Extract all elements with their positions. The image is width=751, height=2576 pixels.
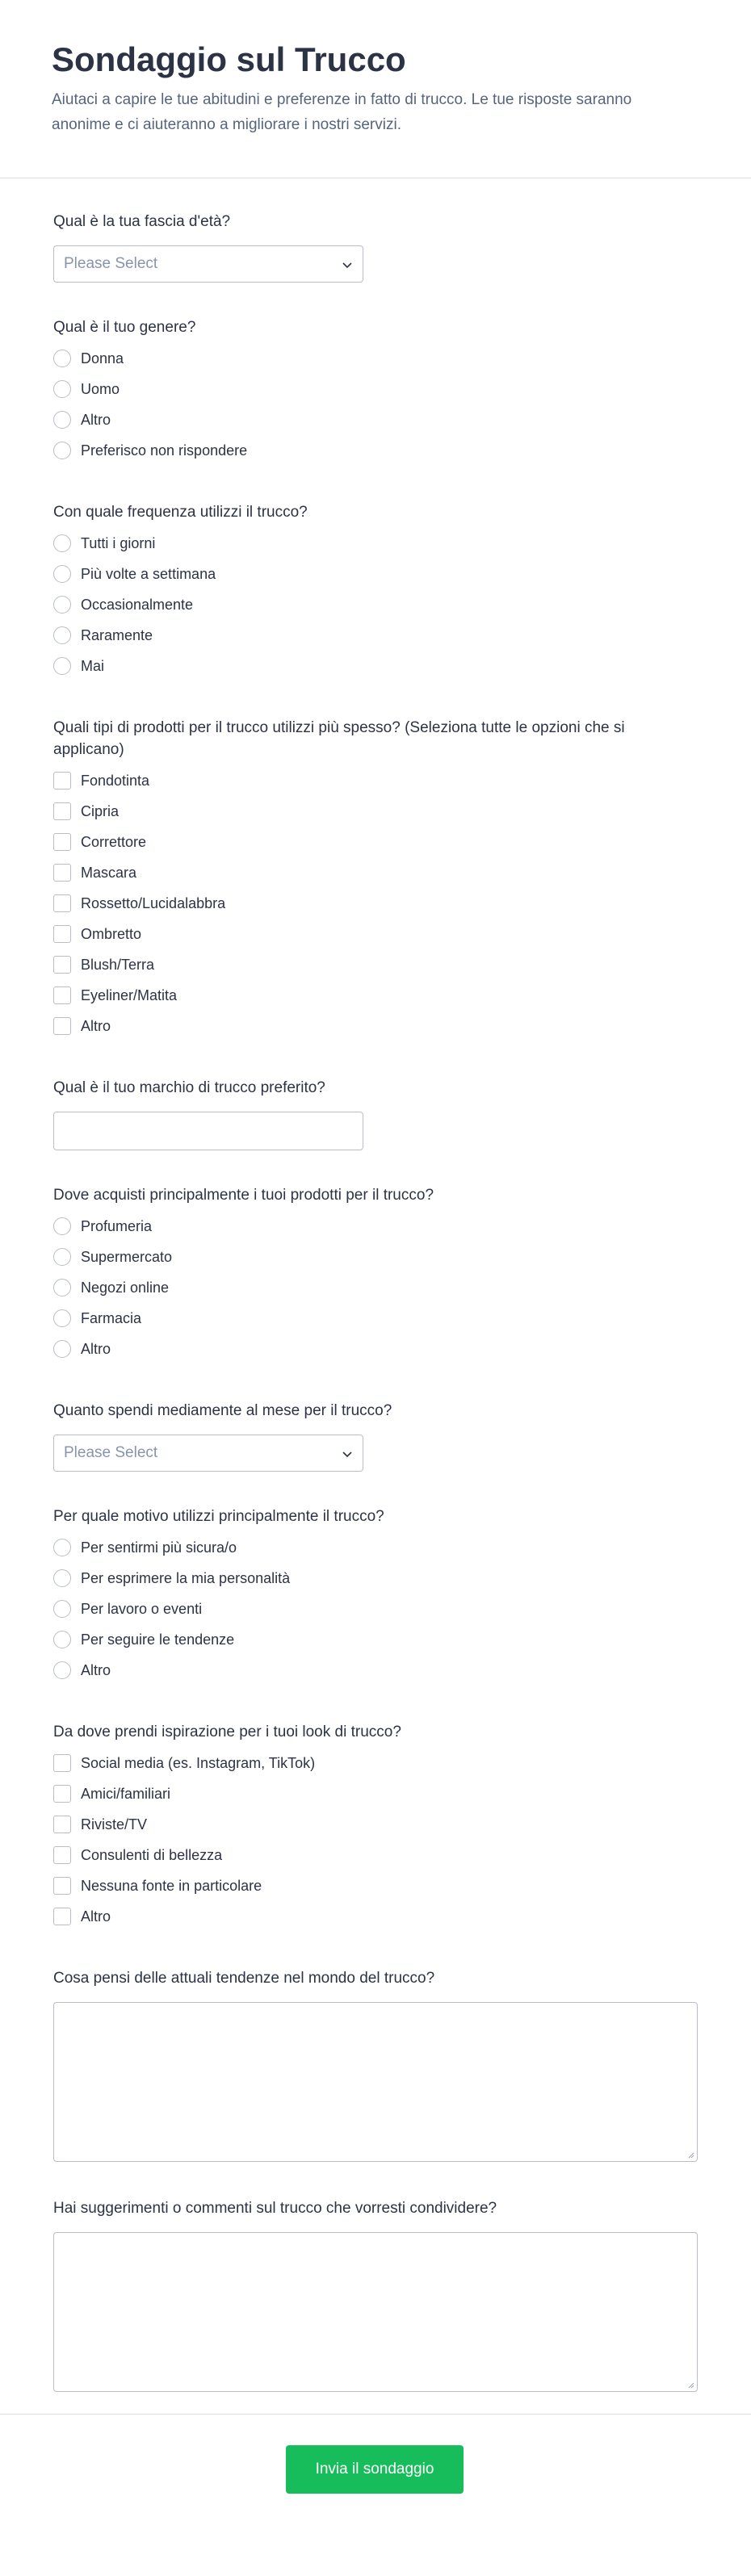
option-label: Supermercato (81, 1248, 173, 1265)
question-brand (53, 1077, 698, 1150)
question-suggestions-label: Hai suggerimenti o commenti sul trucco che vorresti condividere? (53, 2200, 497, 2217)
shop-option[interactable] (53, 1242, 698, 1272)
option-label: Tutti i giorni (81, 534, 156, 551)
form-header (0, 0, 751, 178)
option-label: Mai (81, 657, 105, 674)
radio-button[interactable] (53, 1600, 71, 1618)
checkbox[interactable] (53, 1877, 71, 1895)
radio-button[interactable] (53, 1661, 71, 1679)
question-frequency (53, 501, 698, 681)
option-label: Altro (81, 411, 111, 428)
radio-button[interactable] (53, 1309, 71, 1327)
products-option[interactable] (53, 827, 698, 857)
option-label: Raramente (81, 626, 153, 643)
products-option[interactable] (53, 919, 698, 949)
option-label: Blush/Terra (81, 956, 155, 973)
option-label: Rossetto/Lucidalabbra (81, 894, 226, 911)
option-label: Eyeliner/Matita (81, 986, 178, 1003)
option-label: Farmacia (81, 1309, 142, 1326)
products-option[interactable] (53, 765, 698, 796)
option-label: Uomo (81, 380, 120, 397)
brand-input[interactable] (53, 1112, 363, 1150)
checkbox[interactable] (53, 864, 71, 882)
products-option[interactable] (53, 949, 698, 980)
question-trends-label: Cosa pensi delle attuali tendenze nel mondo del trucco? (53, 1970, 435, 1987)
question-suggestions (53, 2197, 698, 2392)
reason-option[interactable] (53, 1624, 698, 1655)
products-option[interactable] (53, 980, 698, 1011)
option-label: Altro (81, 1661, 111, 1678)
option-label: Altro (81, 1017, 111, 1034)
inspiration-option[interactable] (53, 1748, 698, 1778)
inspiration-option[interactable] (53, 1778, 698, 1809)
option-label: Preferisco non rispondere (81, 442, 248, 459)
checkbox[interactable] (53, 1908, 71, 1925)
checkbox[interactable] (53, 833, 71, 851)
question-gender-label: Qual è il tuo genere? (53, 319, 196, 336)
frequency-option[interactable] (53, 651, 698, 681)
option-label: Fondotinta (81, 772, 150, 789)
question-reason (53, 1506, 698, 1686)
radio-button[interactable] (53, 411, 71, 429)
question-brand-label: Qual è il tuo marchio di trucco preferito? (53, 1079, 325, 1096)
option-label: Per sentirmi più sicura/o (81, 1539, 237, 1556)
trends-textarea[interactable] (53, 2002, 698, 2162)
option-label: Altro (81, 1908, 111, 1925)
option-label: Per lavoro o eventi (81, 1600, 203, 1617)
submit-button[interactable]: Invia il sondaggio (286, 2445, 464, 2494)
form-title: Sondaggio sul Trucco (52, 40, 406, 78)
frequency-option[interactable] (53, 620, 698, 651)
option-label: Social media (es. Instagram, TikTok) (81, 1754, 316, 1771)
frequency-option[interactable] (53, 559, 698, 589)
checkbox[interactable] (53, 1816, 71, 1833)
question-age-label: Qual è la tua fascia d'età? (53, 213, 231, 230)
radio-button[interactable] (53, 1279, 71, 1296)
radio-button[interactable] (53, 350, 71, 367)
option-label: Occasionalmente (81, 596, 194, 613)
question-inspiration (53, 1721, 698, 1932)
option-label: Per seguire le tendenze (81, 1631, 235, 1648)
option-label: Riviste/TV (81, 1816, 148, 1833)
option-label: Donna (81, 350, 124, 367)
checkbox[interactable] (53, 772, 71, 790)
radio-button[interactable] (53, 626, 71, 644)
radio-button[interactable] (53, 380, 71, 398)
resize-grip-icon[interactable] (686, 2151, 694, 2159)
question-inspiration-label: Da dove prendi ispirazione per i tuoi look di trucco? (53, 1724, 401, 1740)
age-select[interactable] (53, 245, 363, 283)
radio-button[interactable] (53, 1217, 71, 1235)
radio-button[interactable] (53, 1631, 71, 1648)
resize-grip-icon[interactable] (686, 2381, 694, 2389)
option-label: Più volte a settimana (81, 565, 216, 582)
shop-option[interactable] (53, 1334, 698, 1364)
spend-select-value: Please Select (64, 1444, 158, 1461)
reason-option[interactable] (53, 1655, 698, 1686)
question-age (53, 211, 698, 283)
reason-option[interactable] (53, 1532, 698, 1563)
option-label: Correttore (81, 833, 147, 850)
checkbox[interactable] (53, 986, 71, 1004)
products-option[interactable] (53, 796, 698, 827)
products-option[interactable] (53, 857, 698, 888)
checkbox[interactable] (53, 1754, 71, 1772)
radio-button[interactable] (53, 1248, 71, 1266)
checkbox[interactable] (53, 956, 71, 974)
radio-button[interactable] (53, 534, 71, 552)
reason-option[interactable] (53, 1594, 698, 1624)
gender-option[interactable] (53, 374, 698, 404)
form-subtitle: Aiutaci a capire le tue abitudini e preferenze in fatto di trucco. Le tue risposte saranno anonime e ci aiuteranno a migliorare i nostri servizi. (52, 91, 632, 133)
option-label: Consulenti di bellezza (81, 1846, 223, 1863)
reason-option[interactable] (53, 1563, 698, 1594)
chevron-down-icon (340, 1447, 355, 1461)
question-gender (53, 316, 698, 466)
checkbox[interactable] (53, 925, 71, 943)
option-label: Profumeria (81, 1217, 153, 1234)
radio-button[interactable] (53, 1569, 71, 1587)
form-footer (0, 2414, 751, 2576)
frequency-option[interactable] (53, 528, 698, 559)
chevron-down-icon (340, 258, 355, 272)
radio-button[interactable] (53, 596, 71, 614)
questions-container (0, 211, 751, 2392)
gender-option[interactable] (53, 404, 698, 435)
option-label: Cipria (81, 802, 120, 819)
inspiration-option[interactable] (53, 1870, 698, 1901)
radio-button[interactable] (53, 565, 71, 583)
option-label: Altro (81, 1340, 111, 1357)
radio-button[interactable] (53, 657, 71, 675)
question-products-label: Quali tipi di prodotti per il trucco utilizzi più spesso? (Seleziona tutte le opzioni che si applicano) (53, 719, 625, 758)
radio-button[interactable] (53, 1340, 71, 1358)
question-shop (53, 1184, 698, 1364)
question-frequency-label: Con quale frequenza utilizzi il trucco? (53, 504, 308, 521)
suggestions-textarea[interactable] (53, 2232, 698, 2392)
checkbox[interactable] (53, 1785, 71, 1803)
question-spend-label: Quanto spendi mediamente al mese per il trucco? (53, 1402, 392, 1419)
question-reason-label: Per quale motivo utilizzi principalmente il trucco? (53, 1508, 384, 1525)
option-label: Nessuna fonte in particolare (81, 1877, 262, 1894)
question-trends (53, 1967, 698, 2162)
question-products (53, 717, 698, 1041)
option-label: Mascara (81, 864, 137, 881)
question-spend (53, 1400, 698, 1472)
frequency-option[interactable] (53, 589, 698, 620)
radio-button[interactable] (53, 1539, 71, 1556)
radio-button[interactable] (53, 442, 71, 459)
shop-option[interactable] (53, 1303, 698, 1334)
option-label: Negozi online (81, 1279, 170, 1296)
checkbox[interactable] (53, 894, 71, 912)
shop-option[interactable] (53, 1272, 698, 1303)
option-label: Per esprimere la mia personalità (81, 1569, 291, 1586)
products-option[interactable] (53, 1011, 698, 1041)
age-select-value: Please Select (64, 255, 158, 272)
option-label: Amici/familiari (81, 1785, 171, 1802)
gender-option[interactable] (53, 343, 698, 374)
checkbox[interactable] (53, 802, 71, 820)
spend-select[interactable] (53, 1435, 363, 1472)
products-option[interactable] (53, 888, 698, 919)
checkbox[interactable] (53, 1846, 71, 1864)
option-label: Ombretto (81, 925, 142, 942)
shop-option[interactable] (53, 1211, 698, 1242)
inspiration-option[interactable] (53, 1840, 698, 1870)
question-shop-label: Dove acquisti principalmente i tuoi prodotti per il trucco? (53, 1187, 434, 1204)
inspiration-option[interactable] (53, 1809, 698, 1840)
inspiration-option[interactable] (53, 1901, 698, 1932)
gender-option[interactable] (53, 435, 698, 466)
checkbox[interactable] (53, 1017, 71, 1035)
